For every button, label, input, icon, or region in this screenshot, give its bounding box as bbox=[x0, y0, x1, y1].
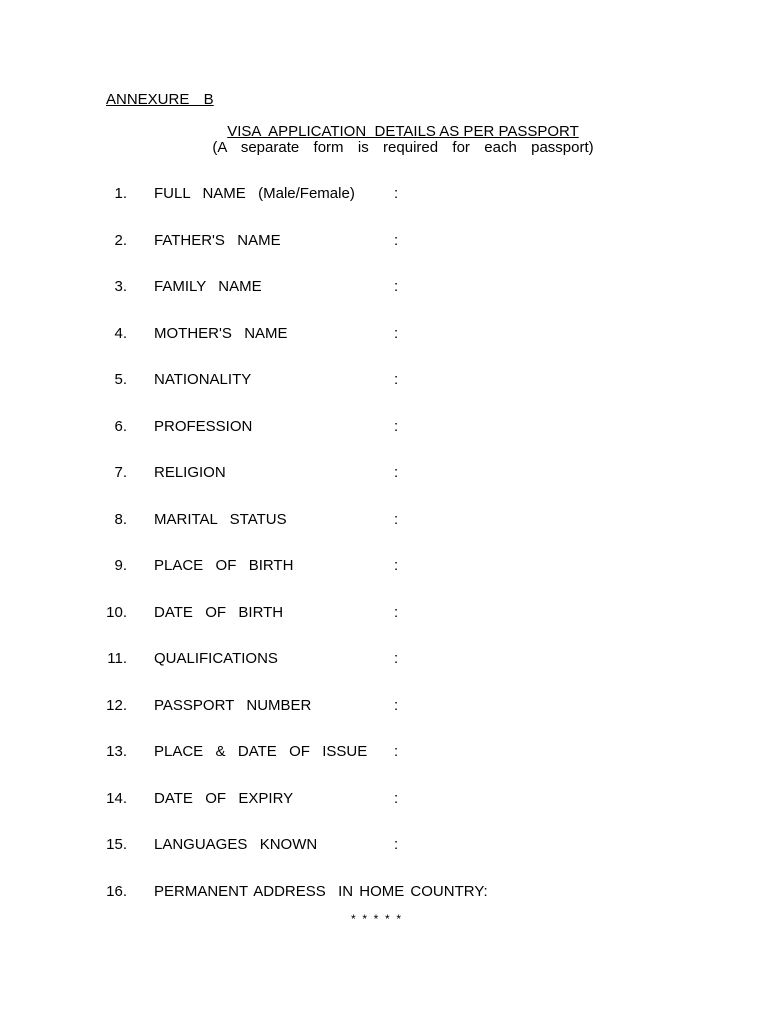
field-colon: : bbox=[394, 464, 399, 481]
field-fathers-name bbox=[0, 232, 768, 252]
field-number: 5. bbox=[114, 371, 127, 388]
field-number: 1. bbox=[114, 185, 127, 202]
field-religion bbox=[0, 464, 768, 484]
field-colon: : bbox=[394, 790, 399, 807]
field-number: 3. bbox=[114, 278, 127, 295]
field-colon: : bbox=[394, 185, 399, 202]
field-label: PASSPORT NUMBER bbox=[154, 697, 312, 714]
field-label: DATE OF BIRTH bbox=[154, 604, 284, 621]
annexure-heading: ANNEXURE B bbox=[106, 91, 214, 108]
field-label: QUALIFICATIONS bbox=[154, 650, 278, 667]
field-number: 11. bbox=[107, 650, 127, 667]
field-family-name bbox=[0, 278, 768, 298]
form-title: VISA APPLICATION DETAILS AS PER PASSPORT bbox=[227, 123, 579, 140]
field-qualifications bbox=[0, 650, 768, 670]
field-nationality bbox=[0, 371, 768, 391]
field-colon: : bbox=[394, 604, 399, 621]
field-number: 9. bbox=[114, 557, 127, 574]
field-number: 10. bbox=[106, 604, 127, 621]
field-label: DATE OF EXPIRY bbox=[154, 790, 294, 807]
field-number: 7. bbox=[114, 464, 127, 481]
field-colon: : bbox=[394, 743, 399, 760]
field-number: 8. bbox=[114, 511, 127, 528]
field-profession bbox=[0, 418, 768, 438]
end-of-form-stars: * * * * * bbox=[350, 912, 402, 926]
field-number: 13. bbox=[106, 743, 127, 760]
field-number: 12. bbox=[106, 697, 127, 714]
field-number: 14. bbox=[106, 790, 127, 807]
field-label: NATIONALITY bbox=[154, 371, 252, 388]
form-subtitle: (A separate form is required for each passport) bbox=[212, 139, 594, 156]
field-label: PROFESSION bbox=[154, 418, 253, 435]
field-date-of-expiry bbox=[0, 790, 768, 810]
field-label: PERMANENT ADDRESS IN HOME COUNTRY: bbox=[154, 883, 488, 900]
field-label: MARITAL STATUS bbox=[154, 511, 287, 528]
field-marital-status bbox=[0, 511, 768, 531]
field-colon: : bbox=[394, 557, 399, 574]
field-number: 15. bbox=[106, 836, 127, 853]
field-label: FULL NAME (Male/Female) bbox=[154, 185, 355, 202]
field-label: FAMILY NAME bbox=[154, 278, 262, 295]
field-colon: : bbox=[394, 697, 399, 714]
field-colon: : bbox=[394, 232, 399, 249]
field-full-name bbox=[0, 185, 768, 205]
field-label: PLACE & DATE OF ISSUE bbox=[154, 743, 368, 760]
field-number: 16. bbox=[106, 883, 127, 900]
field-number: 4. bbox=[114, 325, 127, 342]
field-passport-number bbox=[0, 697, 768, 717]
field-colon: : bbox=[394, 371, 399, 388]
field-permanent-address bbox=[0, 883, 768, 903]
field-label: LANGUAGES KNOWN bbox=[154, 836, 318, 853]
field-colon: : bbox=[394, 650, 399, 667]
field-date-of-birth bbox=[0, 604, 768, 624]
field-colon: : bbox=[394, 511, 399, 528]
field-colon: : bbox=[394, 278, 399, 295]
field-label: FATHER'S NAME bbox=[154, 232, 281, 249]
field-label: MOTHER'S NAME bbox=[154, 325, 288, 342]
field-colon: : bbox=[394, 836, 399, 853]
field-label: PLACE OF BIRTH bbox=[154, 557, 294, 574]
field-colon: : bbox=[394, 418, 399, 435]
field-place-date-of-issue bbox=[0, 743, 768, 763]
field-mothers-name bbox=[0, 325, 768, 345]
field-languages-known bbox=[0, 836, 768, 856]
field-number: 6. bbox=[114, 418, 127, 435]
field-place-of-birth bbox=[0, 557, 768, 577]
field-colon: : bbox=[394, 325, 399, 342]
field-label: RELIGION bbox=[154, 464, 226, 481]
field-number: 2. bbox=[114, 232, 127, 249]
